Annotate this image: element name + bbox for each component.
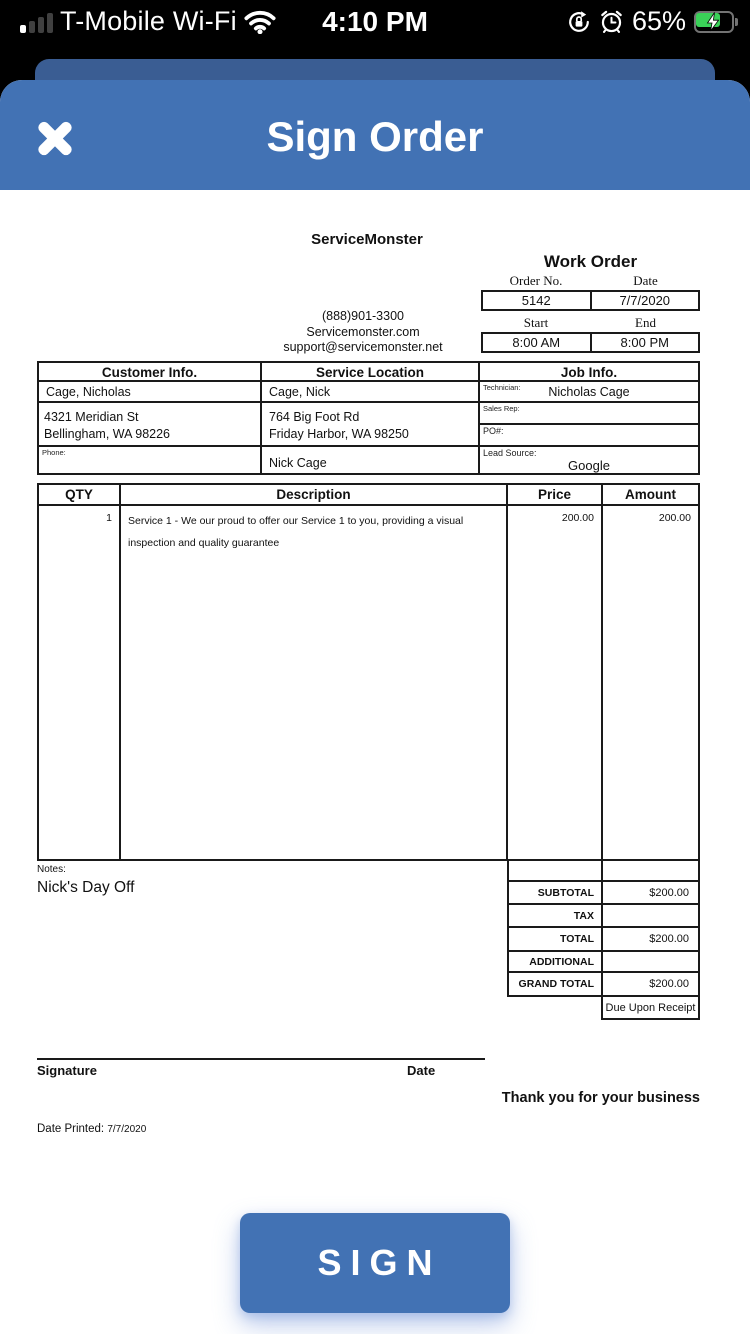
- date-printed-label: Date Printed:: [37, 1123, 105, 1135]
- info-table: [37, 361, 700, 475]
- charging-bolt-icon: [705, 12, 721, 32]
- orientation-lock-icon: [567, 10, 591, 34]
- notes-text: Nick's Day Off: [37, 879, 135, 896]
- tax-value: [601, 905, 700, 928]
- phone-label: Phone:: [42, 448, 66, 457]
- sign-order-modal: [0, 80, 750, 1334]
- additional-value: [601, 952, 700, 973]
- technician-value: Nicholas Cage: [548, 385, 630, 399]
- totals-spacer-label-cell: [507, 861, 603, 882]
- customer-address-line1: 4321 Meridian St: [44, 410, 139, 424]
- description-header: Description: [121, 485, 508, 506]
- customer-info-header: Customer Info.: [39, 363, 262, 382]
- company-name: ServiceMonster: [311, 231, 423, 248]
- payment-terms: Due Upon Receipt: [601, 997, 700, 1020]
- service-address-line2: Friday Harbor, WA 98250: [269, 427, 409, 441]
- qty-header: QTY: [39, 485, 121, 506]
- tax-label: TAX: [507, 905, 603, 928]
- clock-time: 4:10 PM: [322, 6, 428, 37]
- company-email: support@servicemonster.net: [283, 340, 443, 354]
- subtotal-label: SUBTOTAL: [507, 882, 603, 905]
- battery-icon: [694, 11, 738, 33]
- customer-address: [39, 403, 262, 447]
- technician-cell: [480, 382, 698, 403]
- customer-name: Cage, Nicholas: [39, 382, 262, 403]
- thank-you-message: Thank you for your business: [501, 1090, 700, 1106]
- order-date-label: Date: [633, 273, 658, 288]
- page-title: Sign Order: [266, 113, 484, 160]
- lead-source-cell: [480, 447, 698, 473]
- amount-header: Amount: [603, 485, 698, 506]
- service-location-name: Cage, Nick: [262, 382, 480, 403]
- subtotal-value: $200.00: [601, 882, 700, 905]
- modal-header: [0, 80, 750, 190]
- service-contact: Nick Cage: [262, 447, 480, 473]
- technician-label: Technician:: [483, 383, 521, 392]
- grand-total-label: GRAND TOTAL: [507, 973, 603, 997]
- company-phone: (888)901-3300: [321, 309, 404, 323]
- battery-percent-label: 65%: [631, 6, 686, 36]
- customer-address-line2: Bellingham, WA 98226: [44, 427, 171, 441]
- sign-button-label: SIGN: [317, 1242, 442, 1283]
- grand-total-value: $200.00: [601, 973, 700, 997]
- item-amount: 200.00: [658, 512, 691, 524]
- start-value: 8:00 AM: [483, 334, 592, 351]
- order-no-date-row: [481, 290, 700, 311]
- notes-label: Notes:: [37, 864, 66, 875]
- service-location-header: Service Location: [262, 363, 480, 382]
- signature-line: [37, 1058, 485, 1060]
- total-label: TOTAL: [507, 928, 603, 952]
- signature-label: Signature: [37, 1063, 97, 1078]
- order-date-value: 7/7/2020: [619, 293, 671, 308]
- po-cell: [480, 425, 698, 447]
- order-no-label: Order No.: [509, 273, 563, 288]
- date-printed: [37, 1123, 146, 1135]
- item-price: 200.00: [508, 506, 603, 859]
- lead-source-label: Lead Source:: [483, 448, 537, 458]
- totals-spacer-value-cell: [601, 861, 700, 882]
- sign-button[interactable]: [240, 1213, 510, 1313]
- date-printed-value: 7/7/2020: [107, 1124, 147, 1135]
- job-info-header: Job Info.: [480, 363, 698, 382]
- total-value: $200.00: [601, 928, 700, 952]
- po-label: PO#:: [483, 426, 504, 436]
- sales-rep-label: Sales Rep:: [483, 404, 520, 413]
- additional-label: ADDITIONAL: [507, 952, 603, 973]
- company-contact-block: [226, 309, 500, 356]
- sales-rep-cell: [480, 403, 698, 425]
- company-website: Servicemonster.com: [306, 324, 420, 339]
- start-label: Start: [523, 315, 549, 330]
- service-location-address: [262, 403, 480, 447]
- carrier-label: T-Mobile Wi-Fi: [60, 6, 237, 36]
- end-value: 8:00 PM: [620, 335, 669, 350]
- item-qty: 1: [39, 506, 121, 859]
- end-label: End: [635, 315, 656, 330]
- alarm-icon: [599, 9, 624, 34]
- line-items-table: [37, 483, 700, 861]
- lead-source-value: Google: [568, 458, 610, 473]
- phone-cell: [39, 447, 262, 473]
- work-order-title: Work Order: [543, 252, 638, 271]
- signature-date-label: Date: [407, 1063, 436, 1078]
- start-end-row: [481, 332, 700, 353]
- price-header: Price: [508, 485, 603, 506]
- item-description: Service 1 - We our proud to offer our Service 1 to you, providing a visual inspection and quality guarantee: [121, 506, 508, 859]
- status-bar: [0, 0, 750, 44]
- order-no-value: 5142: [483, 292, 592, 309]
- service-address-line1: 764 Big Foot Rd: [269, 410, 360, 424]
